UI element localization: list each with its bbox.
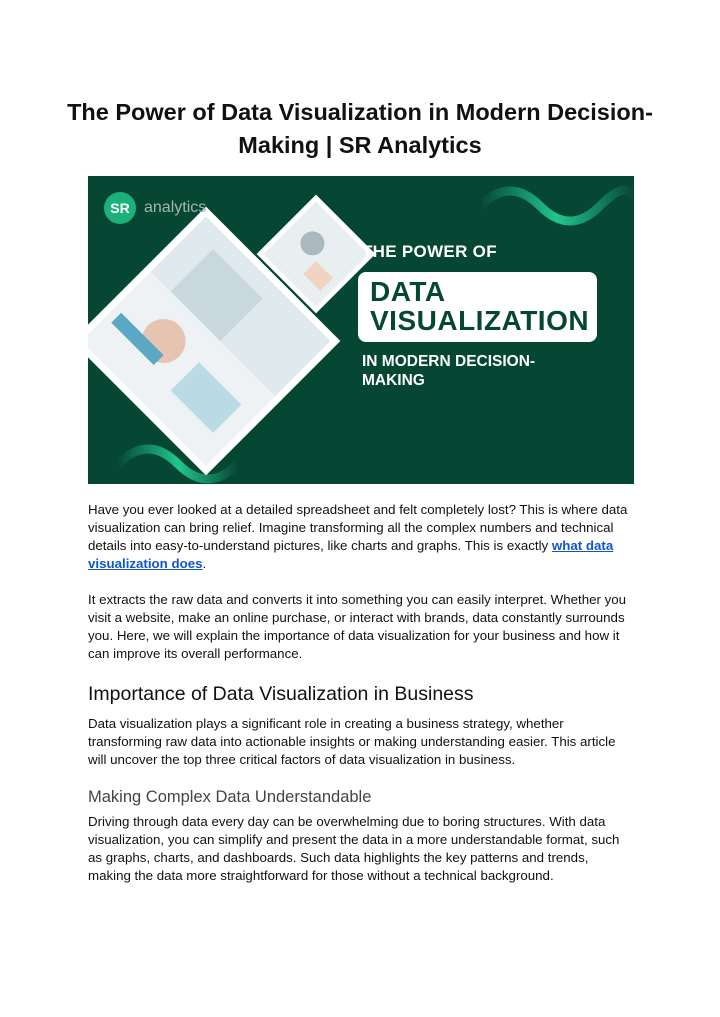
hero-headline-data: DATA bbox=[370, 276, 446, 307]
intro-text: Have you ever looked at a detailed spreadsheet and felt completely lost? This is where data visualization can bring relief. Imagine transforming all the complex numbers and technical details into easy-to-understand pictures, like charts and graphs. This is exactly bbox=[88, 502, 628, 553]
wave-decoration bbox=[480, 190, 634, 221]
section-importance-body: Data visualization plays a significant role in creating a business strategy, whether transforming raw data into actionable insights or making understanding easier. This article will uncover the top three critical factors of data visualization in business. bbox=[88, 716, 616, 767]
intro-paragraph-2: It extracts the raw data and converts it into something you can easily interpret. Whether you visit a website, make an online purchase, or interact with brands, data constantly surrounds you. Here, we will explain the importance of data visualization for your business and how it can improve its overall performance. bbox=[88, 592, 627, 661]
hero-banner bbox=[88, 176, 634, 484]
intro-text-end: . bbox=[202, 556, 207, 571]
hero-headline-box bbox=[358, 272, 597, 342]
section-heading-importance: Importance of Data Visualization in Business bbox=[88, 683, 474, 705]
brand-logo bbox=[104, 192, 206, 224]
section-complex-data-body: Driving through data every day can be overwhelming due to boring structures. With data visualization, you can simplify and present the data in a more understandable format, such as graphs, charts, and dashboards. Such data highlights the key patterns and trends, making the data more straightforward for those without a technical background. bbox=[88, 814, 620, 883]
hero-headline-visualization: VISUALIZATION bbox=[370, 305, 590, 336]
intro-paragraph-1 bbox=[88, 501, 634, 573]
what-data-visualization-does-link[interactable]: what data visualization does bbox=[88, 538, 614, 571]
page-title: The Power of Data Visualization in Modern Decision-Making | SR Analytics bbox=[67, 99, 653, 158]
hero-headline-top: THE POWER OF bbox=[362, 242, 497, 261]
hero-headline-bottom: IN MODERN DECISION-MAKING bbox=[362, 353, 536, 389]
logo-badge: SR bbox=[104, 192, 136, 224]
section-heading-complex-data: Making Complex Data Understandable bbox=[88, 788, 372, 806]
logo-wordmark: analytics bbox=[144, 199, 207, 216]
